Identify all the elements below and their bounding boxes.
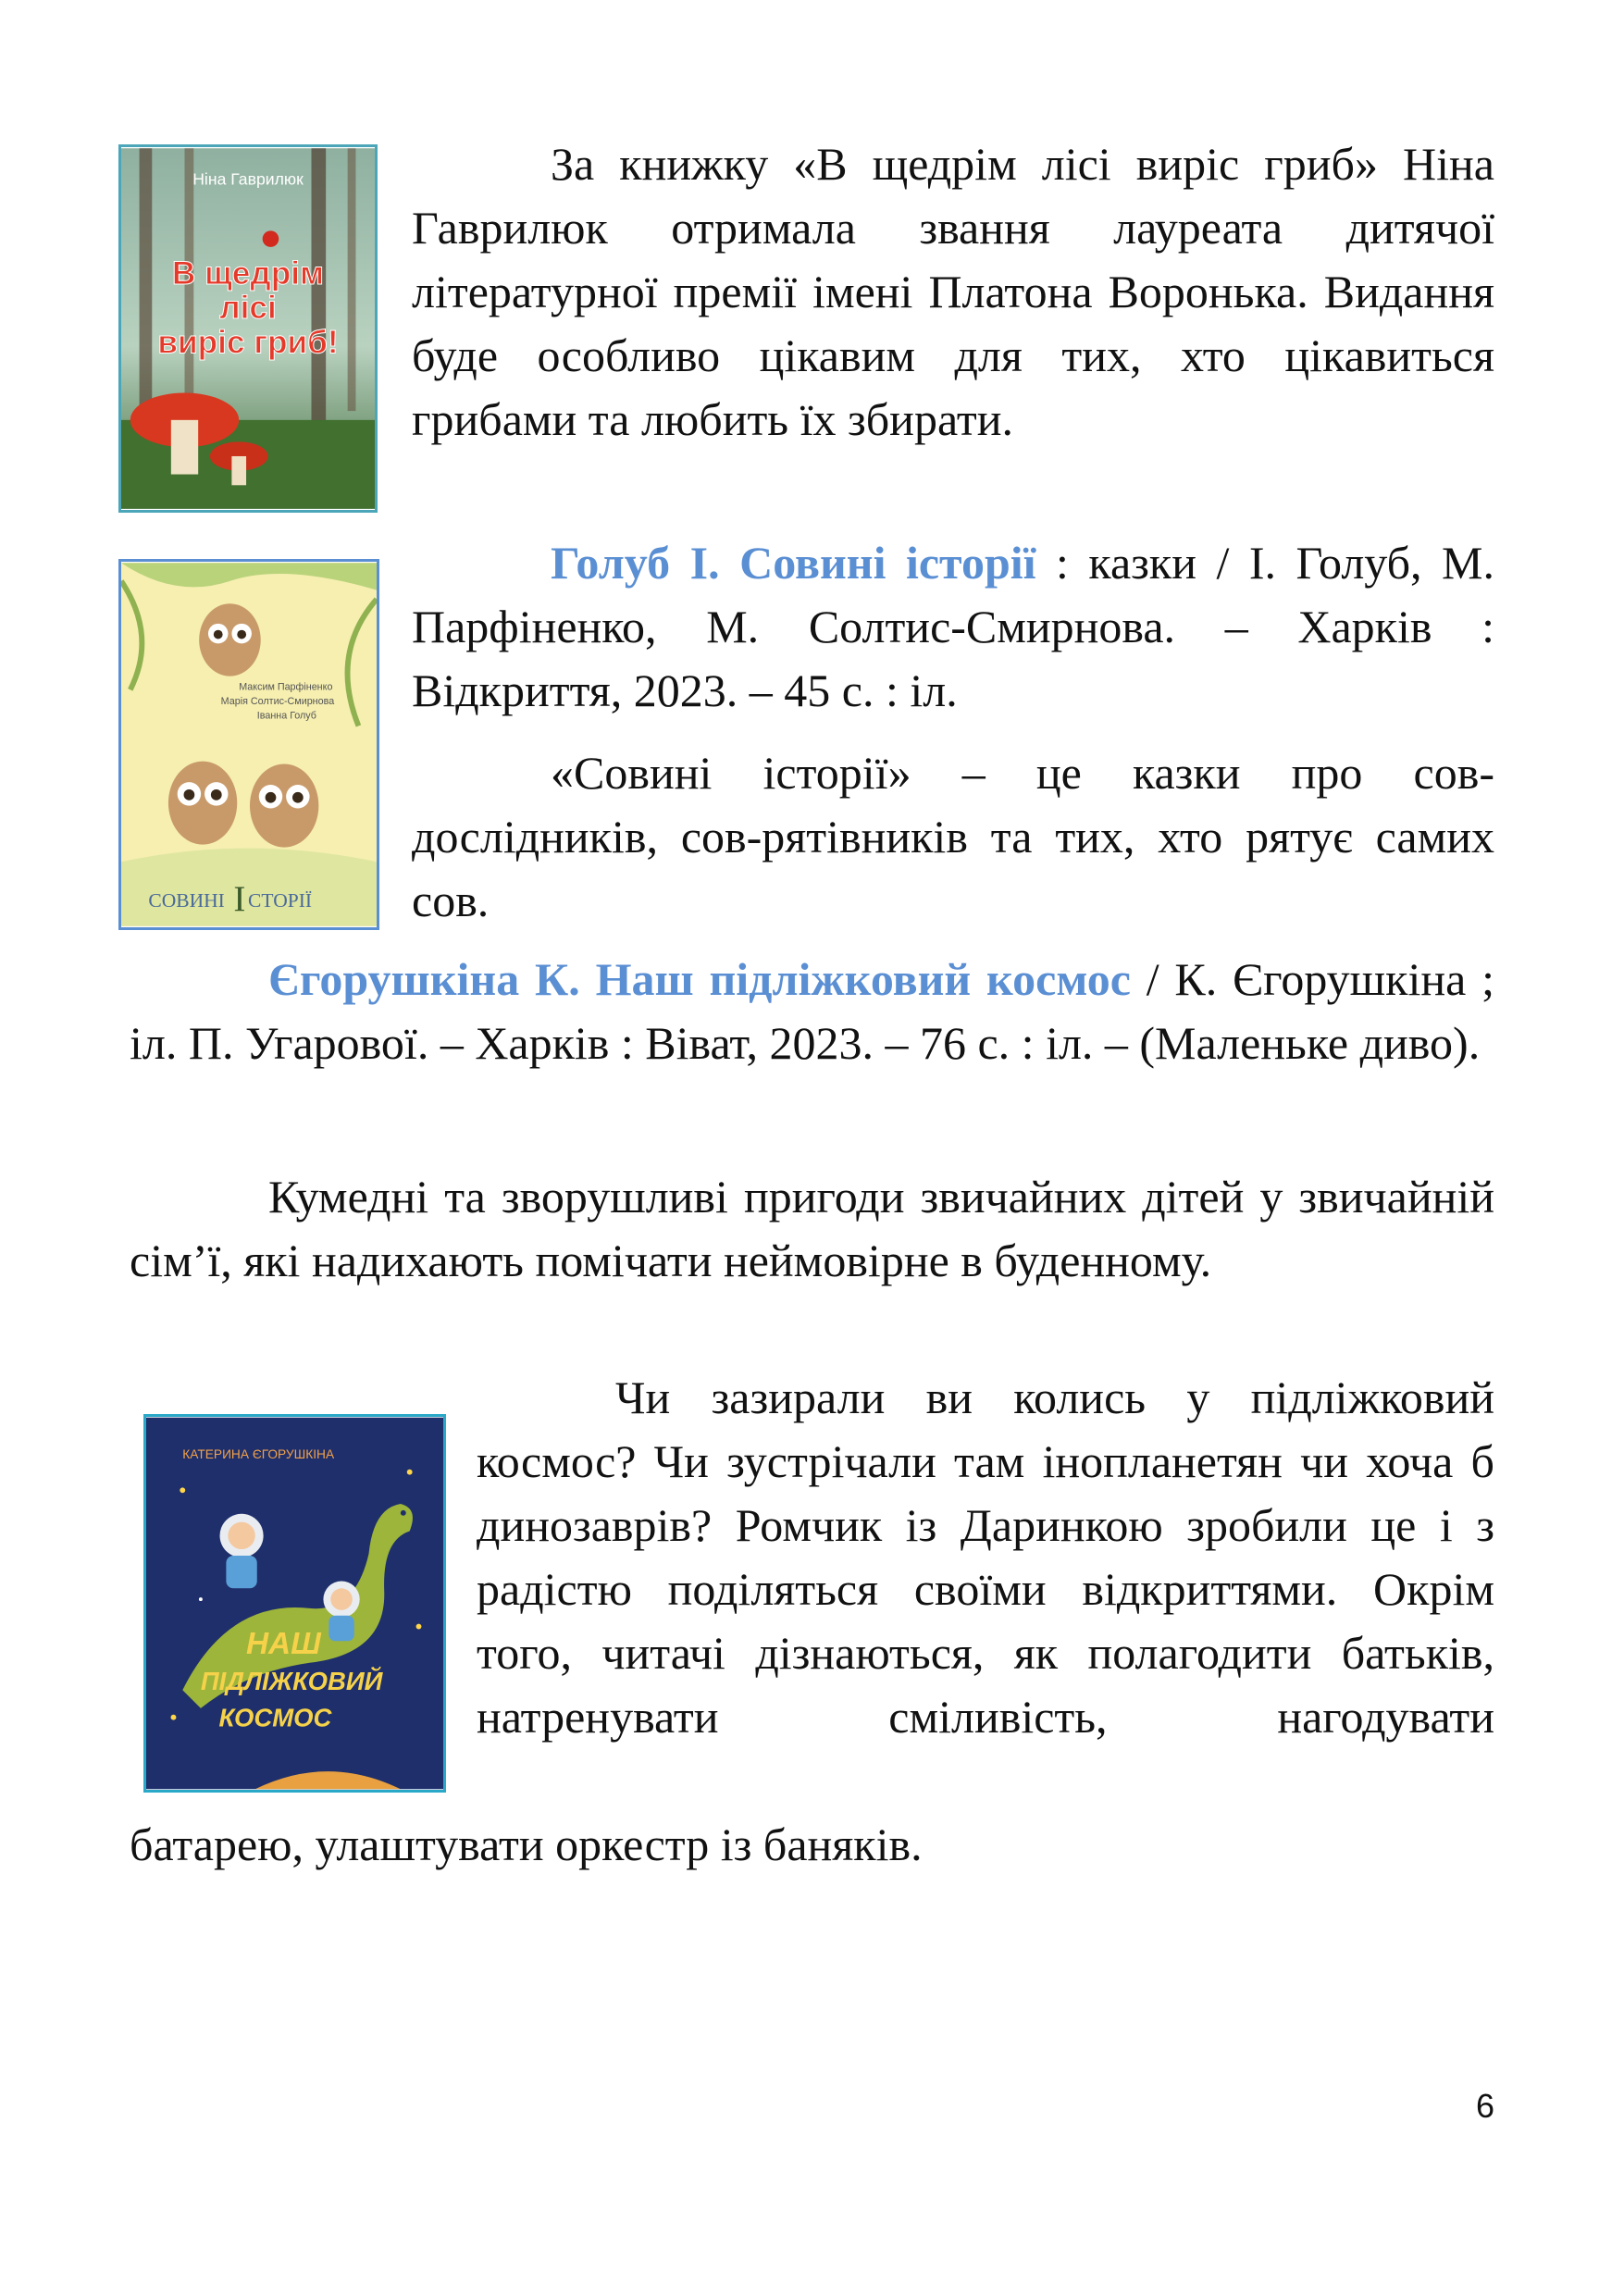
book3-annotation: Кумедні та зворушливі пригоди звичайних дітей у звичайній сім’ї, які надихають помічати неймовірне в буденному. <box>130 1171 1494 1286</box>
book-cover-mushroom <box>118 144 378 513</box>
page-number: 6 <box>1476 2087 1495 2125</box>
space-cover-title-line-1: НАШ <box>245 1626 321 1661</box>
mushroom-cover-art <box>121 147 375 510</box>
mushroom-cover-title-line-2: лісі <box>219 290 277 327</box>
book3-citation: / К. Єгорушкіна ; іл. П. Угарової. – Харків : Віват, 2023. – 76 с. : іл. – (Маленьке диво). <box>130 953 1494 1069</box>
book3-title: Єгорушкіна К. Наш підліжковий космос <box>268 953 1131 1005</box>
space-cover-art <box>146 1417 443 1790</box>
book3-bibliographic-entry <box>130 948 1494 1075</box>
owl-icon <box>250 764 318 848</box>
ladybug-icon <box>263 230 279 247</box>
book2-bibliographic-entry <box>412 531 1494 723</box>
astronaut-icon <box>220 1514 264 1588</box>
owl-icon <box>168 762 237 845</box>
owls-cover-author-3: Іванна Голуб <box>256 710 316 722</box>
book3-description-end: батарею, улаштувати оркестр із баняків. <box>130 1818 923 1870</box>
owls-cover-author-2: Марія Солтис-Смирнова <box>220 695 335 707</box>
mushroom-cover-title-line-1: В щедрім <box>171 255 325 292</box>
book2-title: Голуб І. Совині історії <box>551 537 1036 589</box>
owls-cover-title-a: СОВИНІ <box>148 889 225 912</box>
space-cover-title-line-3: КОСМОС <box>218 1703 332 1732</box>
book2-annotation: «Совині історії» – це казки про сов-дослідників, сов-рятівників та тих, хто рятує самих сов. <box>412 747 1494 926</box>
owl-icon <box>199 603 261 676</box>
owls-cover-art <box>121 562 377 927</box>
owls-cover-author-1: Максим Парфіненко <box>239 681 333 693</box>
mushroom-cover-title-line-3: виріс гриб! <box>157 324 339 361</box>
mushroom-cover-author: Ніна Гаврилюк <box>192 169 304 189</box>
book1-annotation: За книжку «В щедрім лісі виріс гриб» Ніна Гаврилюк отримала звання лауреата дитячої літературної премії імені Платона Воронька. Видання буде особливо цікавим для тих, хто цікавиться грибами та любить їх збирати. <box>412 138 1494 445</box>
book2-citation: : казки / І. Голуб, М. Парфіненко, М. Солтис-Смирнова. – Харків : Відкриття, 2023. – 45 с. : іл. <box>412 537 1494 716</box>
space-cover-title-line-2: ПІДЛІЖКОВИЙ <box>200 1667 383 1696</box>
owls-cover-title-i: І <box>233 879 246 920</box>
space-cover-author: КАТЕРИНА ЄГОРУШКІНА <box>182 1446 335 1461</box>
astronaut-icon <box>323 1581 359 1641</box>
book-cover-owls <box>118 559 379 930</box>
book-cover-space <box>143 1414 446 1793</box>
book3-description: Чи зазирали ви колись у підліжковий космос? Чи зустрічали там інопланетян чи хоча б динозаврів? Ромчик із Даринкою зробили це і з радістю поділяться своїми відкриттями. Окрім того, читачі дізнаються, як полагодити батьків, натренувати сміливість, нагодувати <box>477 1371 1494 1743</box>
owls-cover-title-b: СТОРІЇ <box>248 889 313 912</box>
